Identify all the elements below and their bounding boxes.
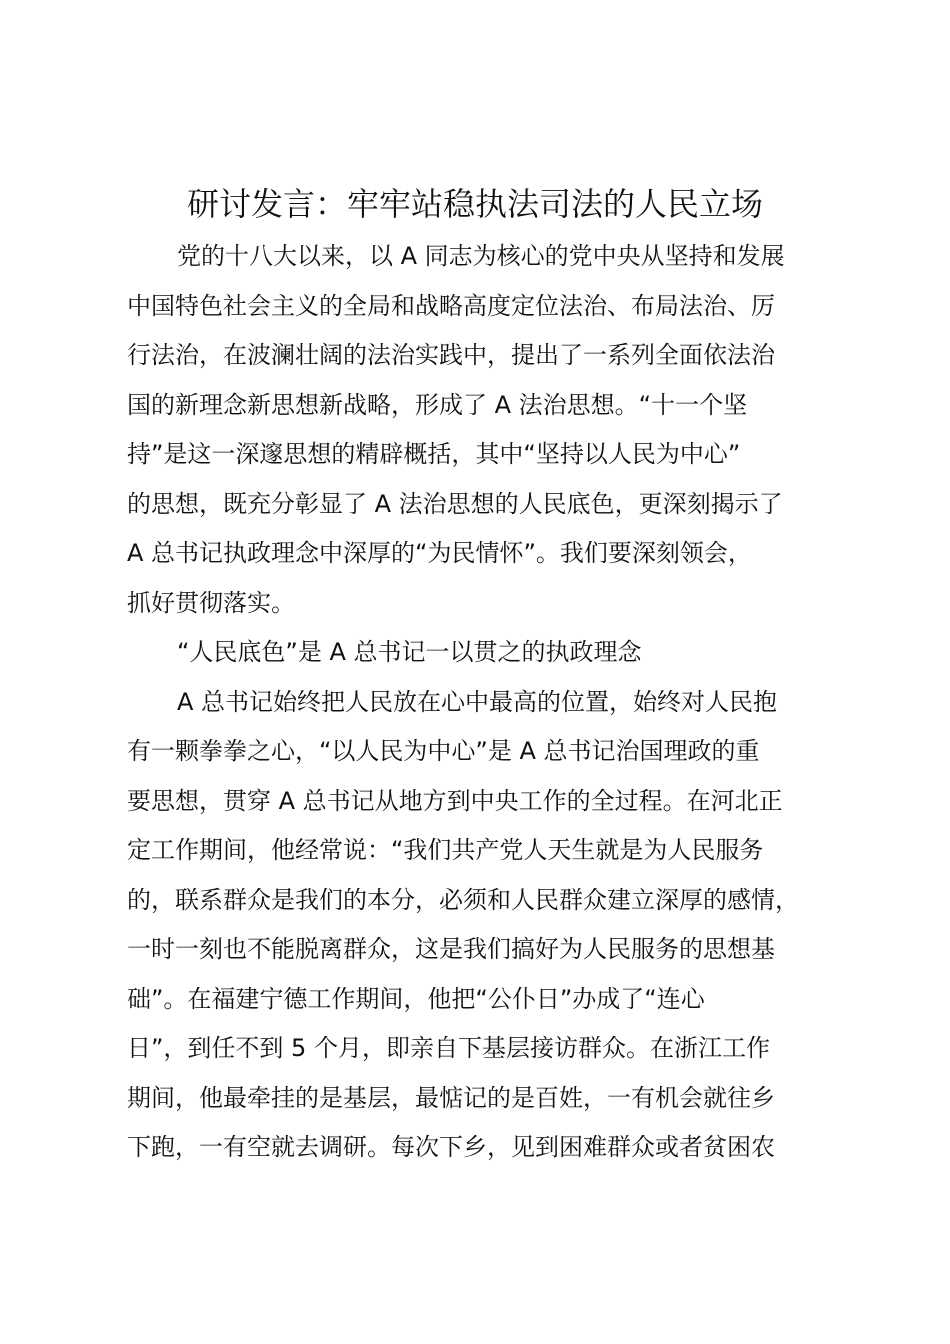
text-line: 下跑，一有空就去调研。每次下乡，见到困难群众或者贫困农 [127, 1133, 775, 1161]
document-title: 研讨发言：牢牢站稳执法司法的人民立场 [186, 185, 763, 223]
text-line: A 总书记执政理念中深厚的“为民情怀”。我们要深刻领会， [127, 539, 752, 567]
text-line: A 总书记始终把人民放在心中最高的位置，始终对人民抱 [177, 687, 778, 716]
text-line: “人民底色”是 A 总书记一以贯之的执政理念 [177, 638, 642, 666]
text-line: 要思想，贯穿 A 总书记从地方到中央工作的全过程。在河北正 [127, 786, 783, 815]
text-line: 的，联系群众是我们的本分，必须和人民群众建立深厚的感情， [127, 885, 799, 914]
text-line: 日”，到任不到 5 个月，即亲自下基层接访群众。在浙江工作 [127, 1034, 770, 1062]
text-line: 的思想，既充分彰显了 A 法治思想的人民底色，更深刻揭示了 [127, 489, 783, 518]
document-body [127, 232, 827, 1173]
text-line: 持”是这一深邃思想的精辟概括，其中“坚持以人民为中心” [127, 440, 741, 468]
text-line: 党的十八大以来，以 A 同志为核心的党中央从坚持和发展 [177, 242, 785, 270]
text-line: 一时一刻也不能脱离群众，这是我们搞好为人民服务的思想基 [127, 935, 775, 963]
text-line: 础”。在福建宁德工作期间，他把“公仆日”办成了“连心 [127, 984, 705, 1013]
text-line: 中国特色社会主义的全局和战略高度定位法治、布局法治、厉 [127, 291, 775, 320]
text-line: 抓好贯彻落实。 [127, 588, 295, 617]
text-line: 期间，他最牵挂的是基层，最惦记的是百姓，一有机会就往乡 [127, 1083, 775, 1112]
text-line: 定工作期间，他经常说：“我们共产党人天生就是为人民服务 [127, 836, 764, 864]
text-line: 国的新理念新思想新战略，形成了 A 法治思想。“十一个坚 [127, 390, 748, 419]
text-line: 有一颗拳拳之心，“以人民为中心”是 A 总书记治国理政的重 [127, 737, 760, 765]
text-line: 行法治，在波澜壮阔的法治实践中，提出了一系列全面依法治 [127, 341, 775, 369]
